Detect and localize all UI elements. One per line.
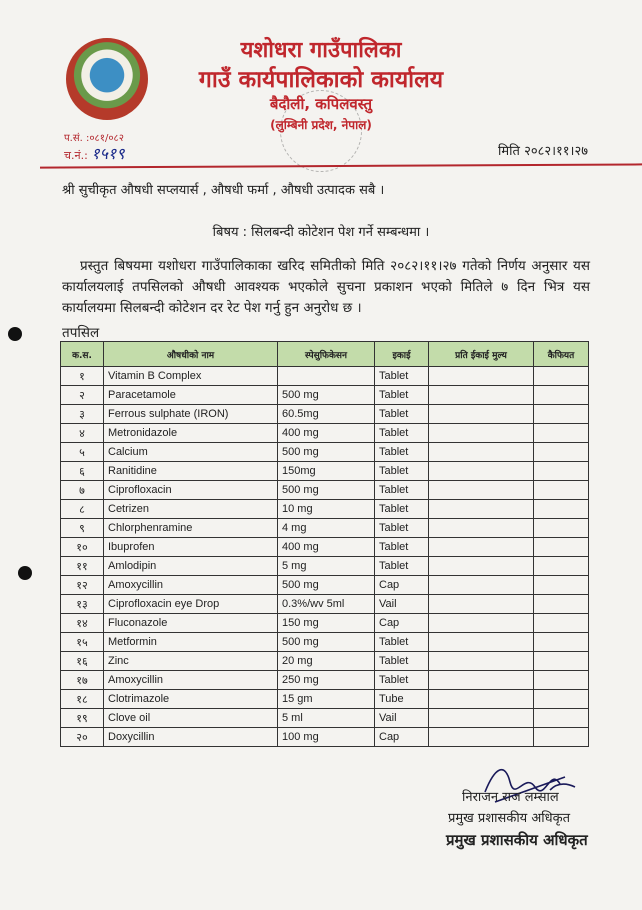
table-cell [429,424,534,443]
table-cell: Amlodipin [104,557,278,576]
table-title: तपसिल [62,325,100,341]
table-cell [534,481,589,500]
table-cell: Doxycillin [104,728,278,747]
table-cell [534,595,589,614]
table-cell: Tablet [375,386,429,405]
table-row [61,614,589,633]
table-cell [429,538,534,557]
table-row [61,690,589,709]
header-divider [40,163,642,168]
table-cell [534,367,589,386]
table-cell: 500 mg [278,481,375,500]
table-cell: १८ [61,690,104,709]
table-cell [534,405,589,424]
table-cell: 0.3%/wv 5ml [278,595,375,614]
table-cell [534,386,589,405]
table-cell: Ciprofloxacin eye Drop [104,595,278,614]
table-row [61,595,589,614]
table-cell [278,367,375,386]
table-cell: Tablet [375,443,429,462]
table-cell: 500 mg [278,576,375,595]
table-cell: १३ [61,595,104,614]
table-cell: Tablet [375,405,429,424]
table-cell: 500 mg [278,386,375,405]
table-cell: Ferrous sulphate (IRON) [104,405,278,424]
table-cell [534,519,589,538]
table-cell [534,633,589,652]
table-cell: Tablet [375,652,429,671]
table-cell [429,709,534,728]
table-cell [429,576,534,595]
table-cell: Vail [375,709,429,728]
table-cell: 500 mg [278,633,375,652]
date-label: मिति [498,144,520,159]
table-cell [429,405,534,424]
table-cell: 100 mg [278,728,375,747]
table-cell [534,576,589,595]
letterhead-line4: (लुम्बिनी प्रदेश, नेपाल) [270,118,372,132]
column-header: इकाई [375,342,429,367]
table-cell: 5 mg [278,557,375,576]
table-cell: Vail [375,595,429,614]
pr-value: ०८१/०८२ [89,133,124,144]
table-cell: १६ [61,652,104,671]
table-cell: Cap [375,614,429,633]
table-row [61,538,589,557]
table-row [61,652,589,671]
table-cell: 15 gm [278,690,375,709]
table-cell [429,519,534,538]
table-cell: Metronidazole [104,424,278,443]
table-cell: Tablet [375,671,429,690]
table-cell: 150mg [278,462,375,481]
table-cell: Cap [375,576,429,595]
table-cell: Tablet [375,367,429,386]
table-cell [429,690,534,709]
table-cell: १५ [61,633,104,652]
table-cell: ११ [61,557,104,576]
table-cell: Paracetamole [104,386,278,405]
table-cell: १ [61,367,104,386]
table-cell: Ranitidine [104,462,278,481]
table-cell [534,690,589,709]
table-cell [534,424,589,443]
table-cell [429,652,534,671]
medicine-table [60,341,589,747]
designation-stamp: प्रमुख प्रशासकीय अधिकृत [446,831,588,849]
table-cell: १० [61,538,104,557]
column-header: प्रति ईकाई मुल्य [429,342,534,367]
table-cell: १४ [61,614,104,633]
table-cell: २० [61,728,104,747]
table-cell: १९ [61,709,104,728]
table-cell: 500 mg [278,443,375,462]
table-cell: 400 mg [278,538,375,557]
signatory-name: निराजन राज लम्साल [462,790,559,805]
cn-value: १५१९ [91,144,125,163]
table-row [61,671,589,690]
table-cell: 5 ml [278,709,375,728]
column-header: कैफियत [534,342,589,367]
table-cell: Tablet [375,481,429,500]
table-cell [534,538,589,557]
table-cell [429,500,534,519]
table-cell: 20 mg [278,652,375,671]
table-cell: 150 mg [278,614,375,633]
table-cell: Amoxycillin [104,671,278,690]
column-header: क.स. [61,342,104,367]
table-cell: 60.5mg [278,405,375,424]
table-row [61,462,589,481]
table-row [61,576,589,595]
date-value: २०८२।११।२७ [524,144,588,159]
table-row [61,728,589,747]
letterhead-line2: गाउँ कार्यपालिकाको कार्यालय [198,67,444,93]
table-cell: Tablet [375,633,429,652]
table-cell: 400 mg [278,424,375,443]
table-cell: 250 mg [278,671,375,690]
table-cell: 4 mg [278,519,375,538]
table-cell: Metformin [104,633,278,652]
table-cell [534,443,589,462]
table-cell: Zinc [104,652,278,671]
recipient: श्री सुचीकृत औषधी सप्लयार्स , औषधी फर्मा , औषधी उत्पादक सबै । [62,183,385,198]
table-cell [534,557,589,576]
letterhead-line3: बैदौली, कपिलवस्तु [269,95,373,113]
pr-label: प.सं. : [64,133,90,144]
table-cell [534,728,589,747]
table-cell: Ciprofloxacin [104,481,278,500]
cn-label: च.नं.: [64,149,88,162]
table-cell [429,671,534,690]
letter-date [498,143,588,161]
table-cell [429,367,534,386]
table-cell: Cap [375,728,429,747]
table-cell [429,386,534,405]
table-header-row [61,342,589,367]
table-cell [534,652,589,671]
table-row [61,405,589,424]
signatory-designation: प्रमुख प्रशासकीय अधिकृत [448,811,571,826]
table-cell [534,462,589,481]
body-paragraph: प्रस्तुत बिषयमा यशोधरा गाउँपालिकाका खरिद समितीको मिति २०८२।११।२७ गतेको निर्णय अनुसार यस कार्यालयलाई तपसिलको औषधी आवश्यक भएकोले सुचना प्रकाशन भएको मितिले ७ दिन भित्र यस कार्यालयमा सिलबन्दी कोटेशन दर रेट पेश गर्नु हुन अनुरोध छ । [62,258,590,316]
table-row [61,386,589,405]
table-cell [429,633,534,652]
table-cell: ५ [61,443,104,462]
punch-hole [8,327,22,341]
table-cell [429,462,534,481]
table-cell: ९ [61,519,104,538]
subject: बिषय : सिलबन्दी कोटेशन पेश गर्ने सम्बन्धमा । [212,225,430,240]
table-cell: Clotrimazole [104,690,278,709]
table-cell: Tablet [375,538,429,557]
table-cell: Tablet [375,462,429,481]
table-cell: १२ [61,576,104,595]
table-cell [429,595,534,614]
table-row [61,367,589,386]
table-cell: Amoxycillin [104,576,278,595]
table-cell [429,614,534,633]
table-cell: २ [61,386,104,405]
table-cell: ८ [61,500,104,519]
reference-cn [64,145,125,164]
table-cell [534,614,589,633]
column-header: औषधीको नाम [104,342,278,367]
table-row [61,500,589,519]
table-cell [534,671,589,690]
table-row [61,557,589,576]
table-cell: ४ [61,424,104,443]
letterhead-line1: यशोधरा गाउँपालिका [240,38,402,63]
table-cell: Tablet [375,500,429,519]
table-cell: Vitamin B Complex [104,367,278,386]
table-cell: ६ [61,462,104,481]
table-cell: Tablet [375,519,429,538]
table-cell [429,481,534,500]
table-cell [429,728,534,747]
table-cell: Ibuprofen [104,538,278,557]
table-cell: Tube [375,690,429,709]
table-row [61,424,589,443]
table-row [61,633,589,652]
table-cell: Calcium [104,443,278,462]
table-row [61,481,589,500]
table-cell: Tablet [375,424,429,443]
table-cell: Cetrizen [104,500,278,519]
table-row [61,709,589,728]
table-cell [429,557,534,576]
table-cell: ३ [61,405,104,424]
punch-hole [18,566,32,580]
table-row [61,519,589,538]
table-cell: Fluconazole [104,614,278,633]
table-row [61,443,589,462]
table-cell: Clove oil [104,709,278,728]
table-cell [534,500,589,519]
table-cell [534,709,589,728]
table-cell [429,443,534,462]
table-cell: Chlorphenramine [104,519,278,538]
table-cell: ७ [61,481,104,500]
table-cell: १७ [61,671,104,690]
table-cell: 10 mg [278,500,375,519]
table-cell: Tablet [375,557,429,576]
column-header: स्पेसुफिकेसन [278,342,375,367]
